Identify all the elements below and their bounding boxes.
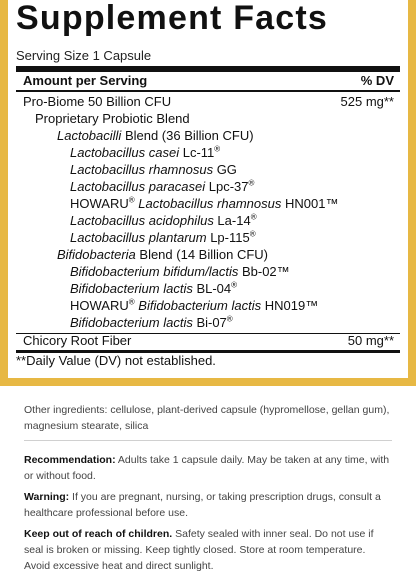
row-lactis-bi07 [16, 315, 400, 332]
row-lactis-bl04 [16, 281, 400, 298]
row-paracasei [16, 179, 400, 196]
registered-mark: ® [249, 229, 256, 239]
dv-footnote: **Daily Value (DV) not established. [16, 353, 216, 368]
keep-out-label: Keep out of reach of children. [24, 528, 173, 540]
species-name: Lactobacillus rhamnosus [70, 162, 214, 177]
species-name: Bifidobacterium lactis [70, 281, 193, 296]
recommendation-label: Recommendation: [24, 454, 116, 466]
strain-text: Bi-07 [192, 315, 227, 330]
row-name [70, 162, 237, 177]
row-blend [16, 111, 400, 128]
row-name: Pro-Biome 50 Billion CFU [23, 94, 172, 109]
row-name [70, 213, 257, 228]
row-acidophilus [16, 213, 400, 230]
species-name: Lactobacillus rhamnosus [134, 196, 282, 211]
other-ingredients: Other ingredients: cellulose, plant-derived capsule (hypromellose, gellan gum), magnesium stearate, silica [24, 404, 390, 432]
registered-mark: ® [250, 212, 257, 222]
row-name [70, 315, 233, 330]
strain-text: La-14 [213, 213, 251, 228]
strain-text: HN019™ [261, 298, 319, 313]
row-plantarum [16, 230, 400, 247]
row-bifido-blend [16, 247, 400, 264]
row-amount: 525 mg** [340, 94, 394, 109]
species-name: Lactobacillus plantarum [70, 230, 207, 245]
amount-header [16, 72, 400, 90]
strain-text: BL-04 [192, 281, 232, 296]
brand-text: HOWARU [70, 298, 129, 313]
row-name: Chicory Root Fiber [23, 333, 132, 348]
row-name [70, 281, 237, 296]
row-name [70, 196, 338, 211]
row-chicory [16, 333, 400, 350]
row-name [70, 264, 290, 279]
registered-mark: ® [248, 178, 255, 188]
storage-instructions [24, 526, 392, 574]
registered-mark: ® [226, 314, 233, 324]
species-name: Lactobacillus acidophilus [70, 213, 214, 228]
strain-text: Blend (36 Billion CFU) [121, 128, 254, 143]
species-name: Lactobacillus paracasei [70, 179, 206, 194]
registered-mark: ® [128, 195, 135, 205]
row-name [57, 247, 268, 262]
strain-text: GG [213, 162, 237, 177]
strain-text: Bb-02™ [238, 264, 290, 279]
registered-mark: ® [214, 144, 221, 154]
row-name [70, 230, 256, 245]
strain-text: Blend (14 Billion CFU) [135, 247, 268, 262]
species-name: Bifidobacterium bifidum/lactis [70, 264, 239, 279]
row-howaru-lactis [16, 298, 400, 315]
row-name [70, 179, 254, 194]
facts-title: Supplement Facts [16, 0, 329, 37]
header-divider [16, 90, 400, 92]
strain-text: Lp-115 [206, 230, 250, 245]
row-name [70, 298, 318, 313]
row-lacto-blend [16, 128, 400, 145]
row-name: Proprietary Probiotic Blend [35, 111, 190, 126]
row-name [57, 128, 254, 143]
serving-size: Serving Size 1 Capsule [16, 48, 152, 63]
species-name: Lactobacilli [57, 128, 122, 143]
strain-text: Lc-11 [179, 145, 215, 160]
registered-mark: ® [231, 280, 238, 290]
amount-header-label: Amount per Serving [23, 73, 148, 88]
keep-out-text: Safety sealed with inner seal. Do not use if seal is broken or missing. Keep tightly closed. Store at room temperature. Avoid excessive heat and direct sunlight. [24, 528, 374, 572]
warning-text: If you are pregnant, nursing, or taking prescription drugs, consult a healthcare professional before use. [24, 491, 381, 519]
section-divider [24, 440, 392, 441]
row-rhamnosus [16, 162, 400, 179]
species-name: Lactobacillus casei [70, 145, 180, 160]
strain-text: HN001™ [281, 196, 339, 211]
strain-text: Lpc-37 [205, 179, 249, 194]
registered-mark: ® [128, 297, 135, 307]
row-casei [16, 145, 400, 162]
recommendation-text: Adults take 1 capsule daily. May be taken at any time, with or without food. [24, 454, 390, 482]
row-name [70, 145, 220, 160]
brand-text: HOWARU [70, 196, 129, 211]
row-probiome [16, 94, 400, 111]
row-bifidum [16, 264, 400, 281]
warning-label: Warning: [24, 491, 70, 503]
species-name: Bifidobacteria [57, 247, 136, 262]
species-name: Bifidobacterium lactis [70, 315, 193, 330]
warning [24, 489, 392, 521]
species-name: Bifidobacterium lactis [134, 298, 262, 313]
row-howaru-rhamnosus [16, 196, 400, 213]
row-amount: 50 mg** [347, 333, 394, 348]
recommendation [24, 452, 392, 484]
dv-header-label: % DV [360, 73, 394, 88]
